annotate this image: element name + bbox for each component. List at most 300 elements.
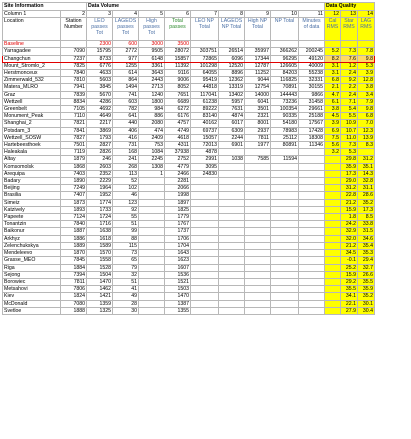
- data-cell[interactable]: [271, 250, 299, 257]
- location-cell[interactable]: Kiev: [3, 293, 61, 300]
- data-cell[interactable]: 3643: [139, 70, 165, 77]
- data-cell[interactable]: 1462: [87, 286, 113, 293]
- data-cell[interactable]: 28072: [165, 48, 191, 55]
- data-cell[interactable]: [299, 250, 325, 257]
- data-cell[interactable]: 7249: [61, 185, 87, 192]
- baseline-cell[interactable]: [299, 41, 325, 48]
- column-label-cell[interactable]: Minutes of data: [299, 18, 325, 41]
- location-cell[interactable]: McDonald: [3, 300, 61, 307]
- data-cell[interactable]: 31.2: [341, 185, 358, 192]
- data-cell[interactable]: [325, 228, 341, 235]
- data-cell[interactable]: [139, 228, 165, 235]
- data-cell[interactable]: 96295: [271, 55, 299, 62]
- data-cell[interactable]: 61238: [191, 98, 219, 105]
- data-cell[interactable]: 17.3: [341, 170, 358, 177]
- location-cell[interactable]: Haleakala: [3, 149, 61, 156]
- data-cell[interactable]: 33.8: [358, 221, 375, 228]
- data-cell[interactable]: 2281: [165, 178, 191, 185]
- data-cell[interactable]: [139, 185, 165, 192]
- data-cell[interactable]: 1325: [87, 307, 113, 314]
- data-cell[interactable]: 1421: [87, 293, 113, 300]
- location-cell[interactable]: Changchun: [3, 55, 61, 62]
- location-cell[interactable]: Simeiz: [3, 199, 61, 206]
- column-label-cell[interactable]: LEO passes Tot: [87, 18, 113, 41]
- data-cell[interactable]: [139, 278, 165, 285]
- data-cell[interactable]: 117041: [191, 91, 219, 98]
- data-cell[interactable]: 1879: [61, 156, 87, 163]
- data-cell[interactable]: 28.6: [358, 192, 375, 199]
- data-cell[interactable]: 12362: [219, 77, 245, 84]
- data-cell[interactable]: [325, 163, 341, 170]
- data-cell[interactable]: [325, 214, 341, 221]
- data-cell[interactable]: 1733: [87, 206, 113, 213]
- data-cell[interactable]: 3.4: [358, 91, 375, 98]
- data-cell[interactable]: [271, 242, 299, 249]
- data-cell[interactable]: [245, 185, 271, 192]
- data-cell[interactable]: [299, 156, 325, 163]
- data-cell[interactable]: 24830: [191, 170, 219, 177]
- data-cell[interactable]: [325, 178, 341, 185]
- column-label-cell[interactable]: Location: [3, 18, 61, 41]
- data-cell[interactable]: [219, 149, 245, 156]
- data-cell[interactable]: [191, 264, 219, 271]
- data-cell[interactable]: [271, 300, 299, 307]
- data-cell[interactable]: [245, 192, 271, 199]
- data-cell[interactable]: 7.5: [325, 134, 341, 141]
- data-cell[interactable]: 303751: [191, 48, 219, 55]
- data-cell[interactable]: [271, 163, 299, 170]
- data-cell[interactable]: 1767: [165, 221, 191, 228]
- data-cell[interactable]: 26514: [219, 48, 245, 55]
- data-cell[interactable]: 14.3: [358, 170, 375, 177]
- data-cell[interactable]: [299, 221, 325, 228]
- data-cell[interactable]: [325, 192, 341, 199]
- data-cell[interactable]: 864: [113, 77, 139, 84]
- data-cell[interactable]: [271, 185, 299, 192]
- data-cell[interactable]: 21.2: [341, 242, 358, 249]
- data-cell[interactable]: [219, 185, 245, 192]
- data-cell[interactable]: 35.9: [341, 163, 358, 170]
- baseline-row[interactable]: [3, 41, 375, 48]
- table-row[interactable]: [3, 221, 375, 228]
- data-cell[interactable]: 6776: [87, 62, 113, 69]
- data-cell[interactable]: 7631: [219, 106, 245, 113]
- data-cell[interactable]: 40009: [299, 62, 325, 69]
- data-cell[interactable]: 12520: [219, 62, 245, 69]
- data-cell[interactable]: 1536: [165, 271, 191, 278]
- data-cell[interactable]: 54180: [271, 120, 299, 127]
- data-cell[interactable]: 15857: [165, 55, 191, 62]
- data-cell[interactable]: [325, 250, 341, 257]
- data-cell[interactable]: 30: [113, 307, 139, 314]
- data-cell[interactable]: [139, 250, 165, 257]
- data-cell[interactable]: 12754: [245, 84, 271, 91]
- data-cell[interactable]: [245, 149, 271, 156]
- data-cell[interactable]: 6148: [139, 55, 165, 62]
- data-cell[interactable]: 113: [113, 170, 139, 177]
- data-cell[interactable]: 3.1: [325, 70, 341, 77]
- data-cell[interactable]: 474: [139, 127, 165, 134]
- data-cell[interactable]: 26.6: [358, 271, 375, 278]
- data-cell[interactable]: 1884: [61, 264, 87, 271]
- data-cell[interactable]: 440: [113, 120, 139, 127]
- data-cell[interactable]: 1706: [165, 235, 191, 242]
- data-cell[interactable]: [191, 257, 219, 264]
- table-row[interactable]: [3, 134, 375, 141]
- column-label-cell[interactable]: High passes Tot: [139, 18, 165, 41]
- data-cell[interactable]: 1724: [87, 214, 113, 221]
- location-cell[interactable]: Katzively: [3, 206, 61, 213]
- data-cell[interactable]: 32.0: [341, 235, 358, 242]
- location-cell[interactable]: Altay: [3, 156, 61, 163]
- table-row[interactable]: [3, 156, 375, 163]
- data-cell[interactable]: [219, 199, 245, 206]
- data-cell[interactable]: [139, 192, 165, 199]
- data-cell[interactable]: [191, 250, 219, 257]
- data-cell[interactable]: 2352: [87, 170, 113, 177]
- data-cell[interactable]: 4633: [87, 70, 113, 77]
- data-cell[interactable]: 1528: [87, 264, 113, 271]
- location-cell[interactable]: Graz: [3, 91, 61, 98]
- baseline-cell[interactable]: [325, 41, 341, 48]
- data-cell[interactable]: 8.5: [358, 214, 375, 221]
- data-cell[interactable]: 1890: [61, 178, 87, 185]
- location-cell[interactable]: Riga: [3, 264, 61, 271]
- data-cell[interactable]: 95419: [191, 77, 219, 84]
- data-cell[interactable]: [271, 170, 299, 177]
- data-cell[interactable]: 1504: [87, 271, 113, 278]
- data-cell[interactable]: [299, 264, 325, 271]
- data-cell[interactable]: [325, 300, 341, 307]
- data-cell[interactable]: 1.2: [341, 62, 358, 69]
- data-cell[interactable]: 30.4: [358, 307, 375, 314]
- data-cell[interactable]: 4.7: [325, 91, 341, 98]
- data-cell[interactable]: 64055: [191, 70, 219, 77]
- data-cell[interactable]: 4878: [191, 149, 219, 156]
- data-cell[interactable]: [245, 178, 271, 185]
- data-cell[interactable]: [219, 278, 245, 285]
- data-cell[interactable]: [191, 185, 219, 192]
- data-cell[interactable]: 2826: [87, 149, 113, 156]
- data-cell[interactable]: [299, 163, 325, 170]
- data-cell[interactable]: 7124: [61, 214, 87, 221]
- data-cell[interactable]: [219, 264, 245, 271]
- data-cell[interactable]: 1886: [61, 235, 87, 242]
- data-cell[interactable]: 5957: [219, 98, 245, 105]
- data-cell[interactable]: [245, 250, 271, 257]
- data-cell[interactable]: 2217: [87, 120, 113, 127]
- data-cell[interactable]: 2752: [165, 156, 191, 163]
- data-cell[interactable]: 7821: [61, 120, 87, 127]
- data-cell[interactable]: 35.2: [358, 199, 375, 206]
- data-cell[interactable]: [139, 286, 165, 293]
- data-cell[interactable]: 12787: [245, 62, 271, 69]
- data-cell[interactable]: [245, 278, 271, 285]
- data-cell[interactable]: 78983: [271, 127, 299, 134]
- data-cell[interactable]: 9505: [139, 48, 165, 55]
- data-cell[interactable]: [271, 149, 299, 156]
- data-cell[interactable]: 3845: [87, 84, 113, 91]
- data-cell[interactable]: 55238: [299, 70, 325, 77]
- data-cell[interactable]: 22.8: [341, 192, 358, 199]
- data-cell[interactable]: 1607: [165, 264, 191, 271]
- baseline-cell[interactable]: 3000: [139, 41, 165, 48]
- table-row[interactable]: [3, 300, 375, 307]
- data-cell[interactable]: 8.3: [358, 142, 375, 149]
- data-cell[interactable]: 2.4: [341, 70, 358, 77]
- data-cell[interactable]: [271, 307, 299, 314]
- data-cell[interactable]: [358, 149, 375, 156]
- data-cell[interactable]: 35997: [245, 48, 271, 55]
- data-cell[interactable]: [325, 264, 341, 271]
- data-cell[interactable]: 7080: [61, 300, 87, 307]
- table-row[interactable]: [3, 48, 375, 55]
- data-cell[interactable]: [271, 257, 299, 264]
- data-cell[interactable]: [245, 257, 271, 264]
- data-cell[interactable]: 1240: [139, 91, 165, 98]
- data-cell[interactable]: 51: [113, 278, 139, 285]
- column-number-cell[interactable]: 2: [61, 11, 87, 18]
- data-cell[interactable]: 115: [113, 242, 139, 249]
- baseline-cell[interactable]: [271, 41, 299, 48]
- table-row[interactable]: [3, 278, 375, 285]
- location-cell[interactable]: Brasilia: [3, 192, 61, 199]
- column-number-cell[interactable]: 9: [245, 11, 271, 18]
- data-cell[interactable]: 8834: [61, 98, 87, 105]
- data-cell[interactable]: 1359: [87, 300, 113, 307]
- data-cell[interactable]: 34.5: [341, 250, 358, 257]
- data-cell[interactable]: 641: [113, 113, 139, 120]
- table-row[interactable]: [3, 55, 375, 62]
- data-cell[interactable]: 7827: [61, 134, 87, 141]
- data-cell[interactable]: [191, 307, 219, 314]
- data-cell[interactable]: 268: [113, 163, 139, 170]
- data-cell[interactable]: [139, 300, 165, 307]
- data-cell[interactable]: [299, 228, 325, 235]
- data-cell[interactable]: 1589: [87, 242, 113, 249]
- data-cell[interactable]: 1779: [165, 214, 191, 221]
- data-cell[interactable]: [299, 192, 325, 199]
- table-row[interactable]: [3, 228, 375, 235]
- data-cell[interactable]: 1873: [61, 199, 87, 206]
- data-cell[interactable]: 25188: [299, 113, 325, 120]
- data-cell[interactable]: [245, 242, 271, 249]
- data-cell[interactable]: 7.3: [341, 142, 358, 149]
- data-cell[interactable]: [325, 242, 341, 249]
- data-cell[interactable]: 6.8: [325, 77, 341, 84]
- table-row[interactable]: [3, 206, 375, 213]
- data-cell[interactable]: 89222: [191, 106, 219, 113]
- data-cell[interactable]: [299, 286, 325, 293]
- data-cell[interactable]: 7090: [61, 48, 87, 55]
- data-cell[interactable]: 1800: [139, 98, 165, 105]
- data-cell[interactable]: [299, 257, 325, 264]
- data-cell[interactable]: 69737: [191, 127, 219, 134]
- location-cell[interactable]: Herstmonceux: [3, 70, 61, 77]
- data-cell[interactable]: 1825: [165, 206, 191, 213]
- data-cell[interactable]: 5.3: [341, 149, 358, 156]
- data-cell[interactable]: 2409: [139, 134, 165, 141]
- data-cell[interactable]: 1: [139, 170, 165, 177]
- data-cell[interactable]: 2066: [165, 185, 191, 192]
- data-cell[interactable]: 25112: [271, 134, 299, 141]
- data-cell[interactable]: 8896: [219, 70, 245, 77]
- data-cell[interactable]: 11594: [271, 156, 299, 163]
- data-cell[interactable]: 15.9: [341, 271, 358, 278]
- data-cell[interactable]: 7.8: [358, 48, 375, 55]
- data-cell[interactable]: 1.8: [341, 214, 358, 221]
- data-cell[interactable]: 18308: [299, 134, 325, 141]
- data-cell[interactable]: 2937: [245, 127, 271, 134]
- data-cell[interactable]: 12.3: [358, 127, 375, 134]
- column-label-cell[interactable]: LAGEOS passes Tot: [113, 18, 139, 41]
- location-cell[interactable]: Matera_MLRO: [3, 84, 61, 91]
- data-cell[interactable]: 1964: [87, 185, 113, 192]
- data-cell[interactable]: 70891: [271, 84, 299, 91]
- data-cell[interactable]: [325, 271, 341, 278]
- data-cell[interactable]: [271, 278, 299, 285]
- data-cell[interactable]: 1824: [61, 293, 87, 300]
- data-cell[interactable]: 1952: [87, 192, 113, 199]
- column-number-cell[interactable]: 12: [325, 11, 341, 18]
- data-cell[interactable]: 101298: [191, 62, 219, 69]
- data-cell[interactable]: 1977: [245, 142, 271, 149]
- data-cell[interactable]: 29.2: [341, 278, 358, 285]
- data-cell[interactable]: 2713: [139, 84, 165, 91]
- table-row[interactable]: [3, 286, 375, 293]
- table-row[interactable]: [3, 250, 375, 257]
- data-cell[interactable]: 22.1: [341, 300, 358, 307]
- data-cell[interactable]: 144443: [271, 91, 299, 98]
- data-cell[interactable]: 29661: [299, 106, 325, 113]
- data-cell[interactable]: 72865: [191, 55, 219, 62]
- data-cell[interactable]: [191, 192, 219, 199]
- data-cell[interactable]: 15.9: [341, 206, 358, 213]
- data-cell[interactable]: 6041: [245, 98, 271, 105]
- data-cell[interactable]: 7501: [61, 142, 87, 149]
- data-cell[interactable]: 1638: [87, 228, 113, 235]
- data-cell[interactable]: 4757: [165, 120, 191, 127]
- data-cell[interactable]: 3.2: [325, 149, 341, 156]
- location-cell[interactable]: Zelenchukskya: [3, 242, 61, 249]
- data-cell[interactable]: 5.6: [325, 142, 341, 149]
- data-cell[interactable]: 84203: [271, 70, 299, 77]
- data-cell[interactable]: 90335: [271, 113, 299, 120]
- data-cell[interactable]: 15795: [87, 48, 113, 55]
- data-cell[interactable]: [325, 221, 341, 228]
- data-cell[interactable]: [191, 300, 219, 307]
- data-cell[interactable]: 603: [113, 98, 139, 105]
- data-cell[interactable]: 1643: [165, 250, 191, 257]
- data-cell[interactable]: 55: [113, 214, 139, 221]
- table-row[interactable]: [3, 106, 375, 113]
- table-row[interactable]: [3, 257, 375, 264]
- data-cell[interactable]: [299, 293, 325, 300]
- data-cell[interactable]: 1888: [61, 307, 87, 314]
- data-cell[interactable]: 1084: [139, 149, 165, 156]
- data-cell[interactable]: 41: [113, 286, 139, 293]
- data-cell[interactable]: [271, 286, 299, 293]
- data-cell[interactable]: 116825: [271, 77, 299, 84]
- data-cell[interactable]: 7403: [61, 170, 87, 177]
- data-cell[interactable]: [139, 242, 165, 249]
- location-cell[interactable]: Monument_Peak: [3, 113, 61, 120]
- data-cell[interactable]: 741: [113, 91, 139, 98]
- data-cell[interactable]: [219, 214, 245, 221]
- data-cell[interactable]: [245, 293, 271, 300]
- data-cell[interactable]: [325, 293, 341, 300]
- data-cell[interactable]: [299, 178, 325, 185]
- location-cell[interactable]: Wettzell_SOSW: [3, 134, 61, 141]
- location-cell[interactable]: Papeete: [3, 214, 61, 221]
- baseline-cell[interactable]: [61, 41, 87, 48]
- data-cell[interactable]: [191, 278, 219, 285]
- column-label-cell[interactable]: Total passes: [165, 18, 191, 41]
- data-cell[interactable]: [271, 235, 299, 242]
- data-cell[interactable]: 1470: [87, 278, 113, 285]
- data-cell[interactable]: 7845: [61, 257, 87, 264]
- location-cell[interactable]: Mount_Stromlo_2: [3, 62, 61, 69]
- location-cell[interactable]: Arequipa: [3, 170, 61, 177]
- data-cell[interactable]: 1387: [165, 300, 191, 307]
- data-cell[interactable]: 6272: [165, 106, 191, 113]
- data-cell[interactable]: 17567: [299, 120, 325, 127]
- data-cell[interactable]: 4874: [219, 113, 245, 120]
- column-number-cell[interactable]: 13: [341, 11, 358, 18]
- data-cell[interactable]: 1704: [165, 242, 191, 249]
- data-cell[interactable]: 1737: [165, 228, 191, 235]
- data-cell[interactable]: 17428: [299, 127, 325, 134]
- data-cell[interactable]: 44818: [191, 84, 219, 91]
- location-cell[interactable]: Yarragadee: [3, 48, 61, 55]
- data-cell[interactable]: 5603: [87, 77, 113, 84]
- data-cell[interactable]: [271, 293, 299, 300]
- data-cell[interactable]: [219, 271, 245, 278]
- data-cell[interactable]: 6.8: [358, 113, 375, 120]
- data-cell[interactable]: [219, 293, 245, 300]
- data-cell[interactable]: 5.2: [325, 48, 341, 55]
- table-row[interactable]: [3, 214, 375, 221]
- data-cell[interactable]: 35.1: [358, 163, 375, 170]
- baseline-cell[interactable]: 2300: [87, 41, 113, 48]
- data-cell[interactable]: [139, 293, 165, 300]
- column-label-cell[interactable]: LAGEOS NP Total: [219, 18, 245, 41]
- data-cell[interactable]: [245, 300, 271, 307]
- data-cell[interactable]: 32.9: [341, 228, 358, 235]
- column-number-cell[interactable]: 11: [299, 11, 325, 18]
- data-cell[interactable]: [271, 214, 299, 221]
- data-cell[interactable]: 1868: [61, 163, 87, 170]
- data-cell[interactable]: 65: [113, 257, 139, 264]
- data-cell[interactable]: 32331: [299, 77, 325, 84]
- location-cell[interactable]: Hartebeesthoek: [3, 142, 61, 149]
- data-cell[interactable]: 1494: [113, 84, 139, 91]
- data-cell[interactable]: 7825: [61, 62, 87, 69]
- data-cell[interactable]: [219, 192, 245, 199]
- data-cell[interactable]: 17344: [245, 55, 271, 62]
- data-cell[interactable]: [219, 228, 245, 235]
- data-cell[interactable]: 11.0: [341, 134, 358, 141]
- data-cell[interactable]: 29.0: [341, 178, 358, 185]
- table-row[interactable]: [3, 163, 375, 170]
- data-cell[interactable]: 28: [113, 300, 139, 307]
- data-cell[interactable]: 4692: [87, 106, 113, 113]
- data-cell[interactable]: 1570: [87, 250, 113, 257]
- data-cell[interactable]: 2244: [219, 134, 245, 141]
- data-cell[interactable]: [219, 163, 245, 170]
- data-cell[interactable]: 7110: [61, 113, 87, 120]
- data-cell[interactable]: [191, 286, 219, 293]
